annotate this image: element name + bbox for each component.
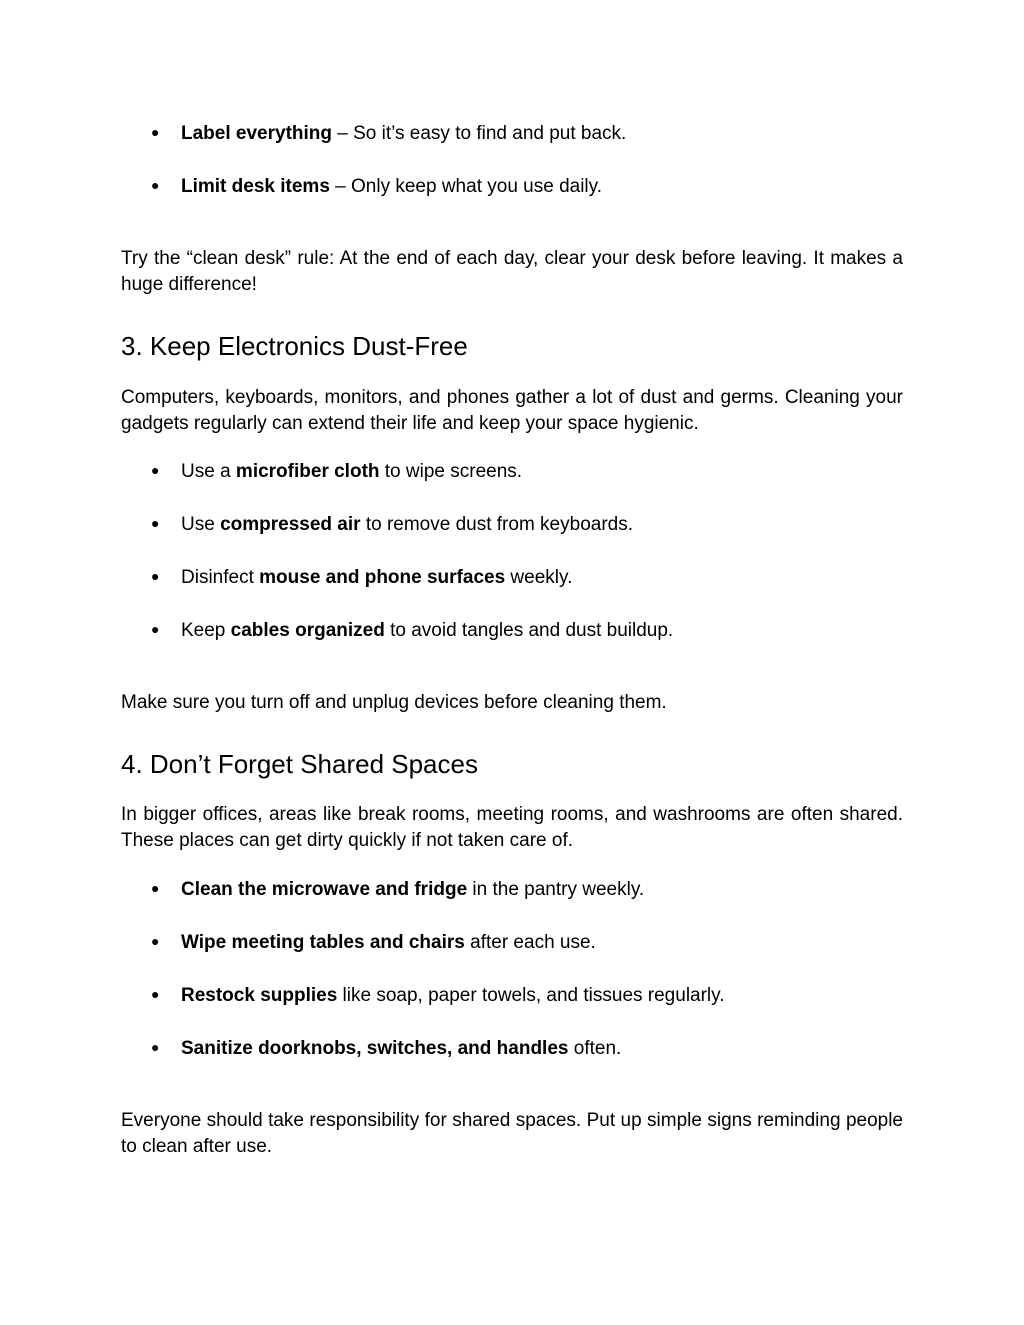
section-heading: 4. Don’t Forget Shared Spaces (121, 749, 478, 779)
bullet-icon: ● (151, 568, 160, 584)
list-item (151, 458, 522, 484)
bullet-bold-text: cables organized (230, 620, 385, 641)
bullet-icon: ● (151, 986, 160, 1002)
list-item (151, 929, 596, 955)
bullet-text: Keep (181, 620, 231, 641)
bullet-icon: ● (151, 621, 160, 637)
bullet-icon: ● (151, 462, 160, 478)
list-item (151, 876, 644, 902)
bullet-bold-text: mouse and phone surfaces (259, 567, 506, 588)
bullet-icon: ● (151, 124, 160, 140)
bullet-text: after each use. (464, 932, 596, 953)
bullet-text: – Only keep what you use daily. (329, 176, 603, 197)
list-item (151, 173, 602, 199)
list-item (151, 564, 572, 590)
list-item (151, 982, 725, 1008)
bullet-text: – So it’s easy to find and put back. (332, 123, 627, 144)
bullet-bold-text: microfiber cloth (235, 461, 380, 482)
list-item (151, 120, 626, 146)
note-paragraph: Make sure you turn off and unplug devices before cleaning them. (121, 692, 667, 713)
bullet-text: to wipe screens. (379, 461, 523, 482)
bullet-icon: ● (151, 515, 160, 531)
bullet-icon: ● (151, 1039, 160, 1055)
tip-paragraph: Try the “clean desk” rule: At the end of each day, clear your desk before leaving. It makes a huge difference! (121, 248, 903, 295)
bullet-bold-text: Sanitize doorknobs, switches, and handles (181, 1038, 569, 1059)
bullet-text: Use a (181, 461, 236, 482)
list-item (151, 511, 633, 537)
bullet-bold-text: Label everything (181, 123, 332, 144)
bullet-text: to remove dust from keyboards. (360, 514, 633, 535)
intro-paragraph: Computers, keyboards, monitors, and phones gather a lot of dust and germs. Cleaning your gadgets regularly can extend their life and keep your space hygienic. (121, 387, 903, 434)
bullet-bold-text: compressed air (220, 514, 361, 535)
bullet-text: to avoid tangles and dust buildup. (384, 620, 674, 641)
bullet-text: like soap, paper towels, and tissues regularly. (337, 985, 725, 1006)
bullet-bold-text: Limit desk items (181, 176, 330, 197)
bullet-icon: ● (151, 880, 160, 896)
closing-paragraph: Everyone should take responsibility for shared spaces. Put up simple signs reminding people to clean after use. (121, 1110, 903, 1157)
bullet-text: Disinfect (181, 567, 260, 588)
section-heading: 3. Keep Electronics Dust-Free (121, 331, 468, 361)
bullet-text: Use (181, 514, 221, 535)
bullet-text: weekly. (505, 567, 573, 588)
bullet-text: often. (568, 1038, 622, 1059)
bullet-bold-text: Wipe meeting tables and chairs (181, 932, 465, 953)
bullet-icon: ● (151, 933, 160, 949)
list-item (151, 617, 673, 643)
bullet-text: in the pantry weekly. (467, 879, 645, 900)
intro-paragraph: In bigger offices, areas like break rooms, meeting rooms, and washrooms are often shared. These places can get dirty quickly if not taken care of. (121, 804, 903, 851)
bullet-bold-text: Restock supplies (181, 985, 338, 1006)
bullet-icon: ● (151, 177, 160, 193)
list-item (151, 1035, 621, 1061)
bullet-bold-text: Clean the microwave and fridge (181, 879, 468, 900)
